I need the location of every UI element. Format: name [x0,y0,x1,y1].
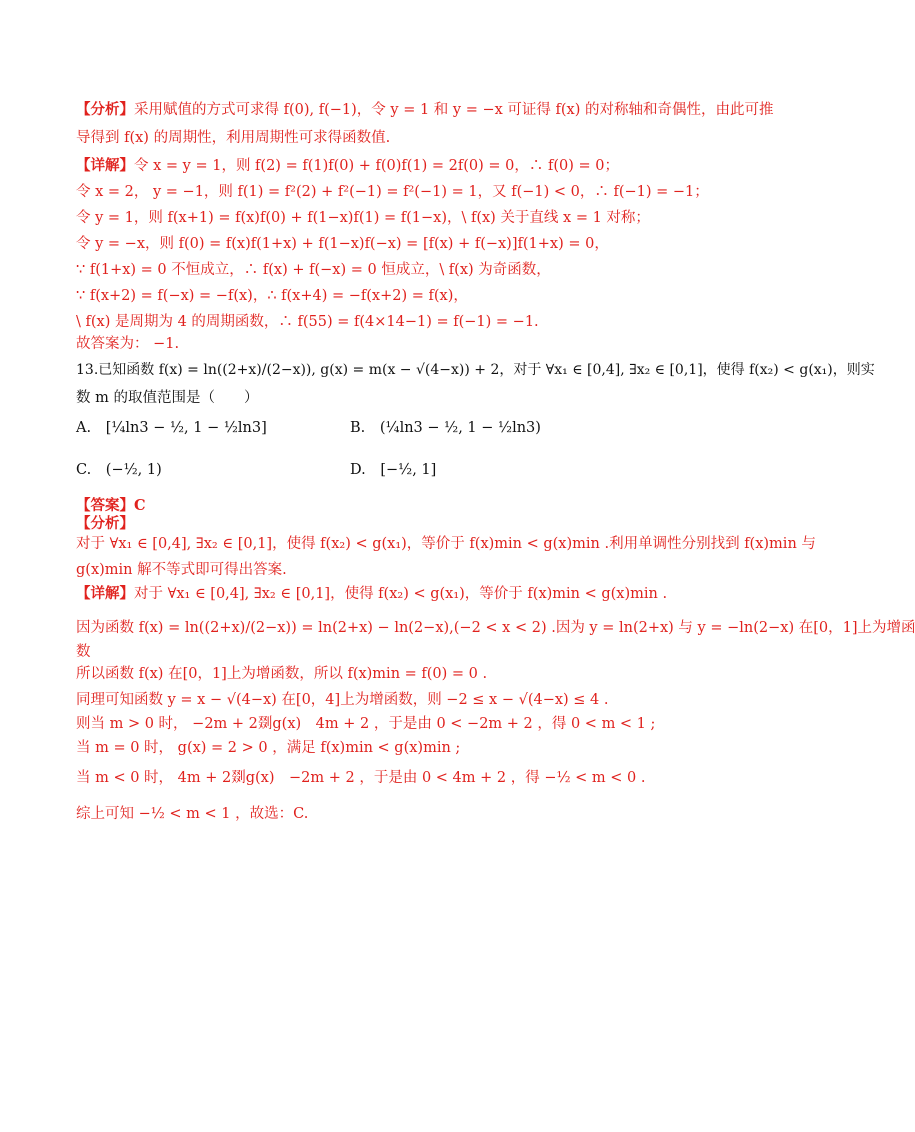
detail2-line2: 因为函数 f(x) = ln((2+x)/(2−x)) = ln(2+x) − ln(2−x),(−2 < x < 2) .因为 y = ln(2+x) 与 y = −ln(2−x) 在[0，1]上为增函 [76,620,915,636]
option-d-label: D. [350,462,366,478]
analysis1-line1 [76,98,774,122]
analysis1-line2: 导得到 f(x) 的周期性，利用周期性可求得函数值. [76,130,391,146]
detail2-line4: 所以函数 f(x) 在[0，1]上为增函数，所以 f(x)min = f(0) = 0 . [76,666,488,682]
detail1-text1: 令 x = y = 1，则 f(2) = f(1)f(0) + f(0)f(1) = 2f(0) = 0，∴ f(0) = 0； [134,158,620,174]
detail1-line6: ∵ f(x+2) = f(−x) = −f(x)，∴ f(x+4) = −f(x+2) = f(x)， [76,288,468,304]
detail1-line5: ∵ f(1+x) = 0 不恒成立，∴ f(x) + f(−x) = 0 恒成立，\ f(x) 为奇函数， [76,262,551,278]
answer2-value: C [134,497,146,514]
detail1-line7: \ f(x) 是周期为 4 的周期函数，∴ f(55) = f(4×14−1) = f(−1) = −1. [76,314,539,330]
question-13-line2: 数 m 的取值范围是（ ） [76,390,259,406]
detail2-line7: 当 m = 0 时， g(x) = 2 > 0 ，满足 f(x)min < g(x)min ; [76,740,461,756]
option-c[interactable] [76,458,162,482]
option-a-value: [¼ln3 − ½, 1 − ½ln3] [105,420,267,436]
detail2-line1 [76,582,736,606]
detail2-line5: 同理可知函数 y = x − √(4−x) 在[0，4]上为增函数，则 −2 ≤ x − √(4−x) ≤ 4 . [76,692,609,708]
analysis2-line1: 对于 ∀x₁ ∈ [0,4], ∃x₂ ∈ [0,1]，使得 f(x₂) < g(x₁)，等价于 f(x)min < g(x)min .利用单调性分别找到 f(x)min 与 [76,536,816,552]
option-b-value: (¼ln3 − ½, 1 − ½ln3) [379,420,541,436]
detail1-answer: 故答案为： −1. [76,336,180,352]
question-13-line1: 13.已知函数 f(x) = ln((2+x)/(2−x)), g(x) = m(x − √(4−x)) + 2，对于 ∀x₁ ∈ [0,4], ∃x₂ ∈ [0,1]，使得 f(x₂) < g(x₁)，则实 [76,362,875,378]
analysis2-tag: 【分析】 [76,515,134,532]
detail1-line3: 令 y = 1，则 f(x+1) = f(x)f(0) + f(1−x)f(1) = f(1−x)，\ f(x) 关于直线 x = 1 对称； [76,210,650,226]
analysis1-tag: 【分析】 [76,101,134,118]
option-d[interactable] [350,458,436,482]
detail1-tag: 【详解】 [76,157,134,174]
option-a-label: A. [76,420,92,436]
detail2-tag: 【详解】 [76,585,134,602]
option-c-label: C. [76,462,92,478]
detail2-line9: 综上可知 −½ < m < 1 ，故选：C. [76,806,309,822]
option-a[interactable] [76,416,267,440]
answer2-tag: 【答案】 [76,497,134,514]
detail2-text1: 对于 ∀x₁ ∈ [0,4], ∃x₂ ∈ [0,1]，使得 f(x₂) < g(x₁)，等价于 f(x)min < g(x)min . [134,586,668,602]
option-b-label: B. [350,420,366,436]
detail2-line8: 当 m < 0 时， 4m + 2剟g(x) −2m + 2 ，于是由 0 < 4m + 2 ，得 −½ < m < 0 . [76,770,646,786]
detail2-line3: 数 [76,644,91,660]
detail1-line2: 令 x = 2， y = −1，则 f(1) = f²(2) + f²(−1) = f²(−1) = 1，又 f(−1) < 0，∴ f(−1) = −1； [76,184,709,200]
option-c-value: (−½, 1) [105,462,162,478]
analysis1-text1: 采用赋值的方式可求得 f(0), f(−1)，令 y = 1 和 y = −x 可证得 f(x) 的对称轴和奇偶性，由此可推 [134,102,774,118]
analysis2-line2: g(x)min 解不等式即可得出答案. [76,562,287,578]
option-b[interactable] [350,416,541,440]
detail1-line1 [76,154,736,178]
detail1-line4: 令 y = −x，则 f(0) = f(x)f(1+x) + f(1−x)f(−x) = [f(x) + f(−x)]f(1+x) = 0， [76,236,609,252]
detail2-line6: 则当 m > 0 时， −2m + 2剟g(x) 4m + 2 ，于是由 0 < −2m + 2 ，得 0 < m < 1 ; [76,716,656,732]
option-d-value: [−½, 1] [380,462,437,478]
